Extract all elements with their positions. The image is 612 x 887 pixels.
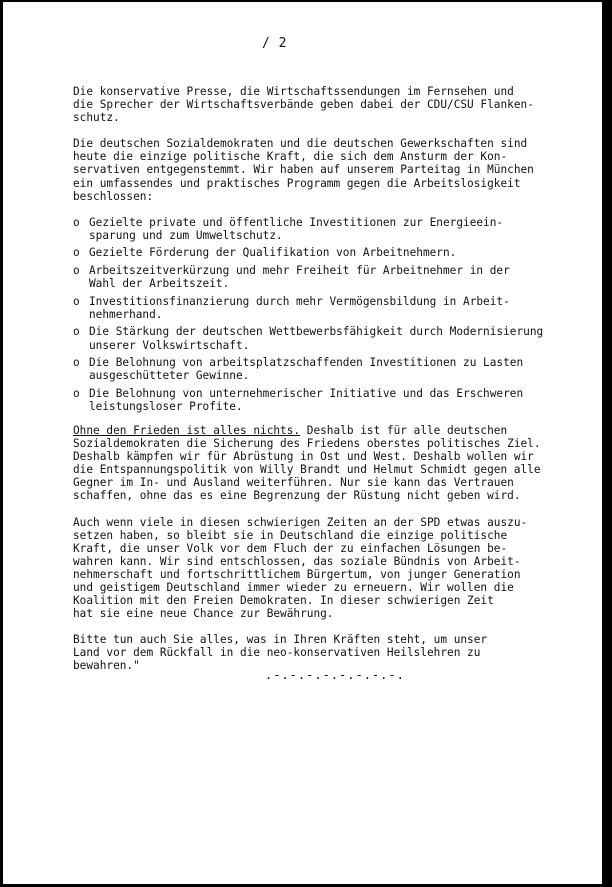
text-line: Land vor dem Rückfall in die neo-konservativen Heilslehren zu	[73, 646, 481, 660]
text-line: Die Belohnung von unternehmerischer Initiative und das Erschweren	[89, 386, 524, 400]
text-line: setzen haben, so bleibt sie in Deutschland die einzige politische	[73, 528, 508, 542]
text-line: Wahl der Arbeitszeit.	[89, 277, 230, 291]
text-line: Die deutschen Sozialdemokraten und die deutschen Gewerkschaften sind	[73, 137, 528, 151]
text-line: sparung und zum Umweltschutz.	[89, 228, 283, 242]
page-number: / 2	[262, 36, 287, 51]
text-line: ein umfassendes und praktisches Programm gegen die Arbeitslosigkeit	[73, 176, 521, 190]
text-line: Auch wenn viele in diesen schwierigen Zeiten an der SPD etwas auszu-	[73, 515, 528, 529]
text-line: ausgeschütteter Gewinne.	[89, 369, 250, 383]
text-line: schaffen, ohne das es eine Begrenzung der Rüstung nicht geben wird.	[73, 489, 521, 503]
program-list	[73, 216, 569, 413]
scan-border-top	[0, 0, 612, 2]
list-item	[73, 264, 569, 290]
text-line: Gezielte Förderung der Qualifikation von Arbeitnehmern.	[89, 246, 457, 260]
text-line: bewahren."	[73, 659, 140, 673]
bullet-marker: o	[73, 356, 80, 370]
document-body	[73, 85, 569, 686]
paragraph-social-democrats	[73, 137, 569, 202]
text-line: beschlossen:	[73, 189, 154, 203]
text-line: Gegner im In- und Ausland weiterführen. Nur sie kann das Vertrauen	[73, 476, 514, 490]
bullet-marker: o	[73, 215, 80, 229]
text-line: Gezielte private und öffentliche Investitionen zur Energieein-	[89, 215, 504, 229]
text-line: Arbeitszeitverkürzung und mehr Freiheit für Arbeitnehmer in der	[89, 264, 510, 278]
text-line: schutz.	[73, 111, 120, 125]
text-line: nehmerschaft und fortschrittlichem Bürgertum, von junger Generation	[73, 567, 521, 581]
list-item	[73, 356, 569, 382]
scan-border-left	[0, 0, 3, 887]
closing-divider: .-.-.-.-.-.-.-.-.	[265, 668, 405, 682]
text-line: unserer Volkswirtschaft.	[89, 338, 250, 352]
text-line: Die Stärkung der deutschen Wettbewerbsfähigkeit durch Modernisierung	[89, 325, 544, 339]
text-line: Investitionsfinanzierung durch mehr Vermögensbildung in Arbeit-	[89, 294, 510, 308]
text-line: Koalition mit den Freien Demokraten. In dieser schwierigen Zeit	[73, 594, 494, 608]
bullet-marker: o	[73, 325, 80, 339]
paragraph-press	[73, 85, 569, 124]
text-line: Bitte tun auch Sie alles, was in Ihren Kräften steht, um unser	[73, 633, 488, 647]
text-line: heute die einzige politische Kraft, die sich dem Ansturm der Kon-	[73, 150, 508, 164]
underlined-lead: Ohne den Frieden ist alles nichts.	[73, 423, 301, 437]
text-line: Sozialdemokraten die Sicherung des Friedens oberstes politisches Ziel.	[73, 437, 541, 451]
bullet-marker: o	[73, 264, 80, 278]
text-line: die Entspannungspolitik von Willy Brandt und Helmut Schmidt gegen alle	[73, 463, 541, 477]
list-item	[73, 295, 569, 321]
text-line: leistungsloser Profite.	[89, 399, 243, 413]
list-item	[73, 246, 569, 259]
text-line: wahren kann. Wir sind entschlossen, das soziale Bündnis von Arbeit-	[73, 554, 521, 568]
text-line: Kraft, die unser Volk vor dem Fluch der zu einfachen Lösungen be-	[73, 541, 508, 555]
bullet-marker: o	[73, 386, 80, 400]
lead-continuation: Deshalb ist für alle deutschen	[300, 423, 508, 437]
text-line	[73, 424, 569, 437]
text-line: die Sprecher der Wirtschaftsverbände geben dabei der CDU/CSU Flanken-	[73, 98, 534, 112]
list-item	[73, 216, 569, 242]
paragraph-spd	[73, 516, 569, 621]
text-line: servativen entgegenstemmt. Wir haben auf unserem Parteitag in München	[73, 163, 534, 177]
bullet-marker: o	[73, 294, 80, 308]
text-line: und geistigem Deutschland immer wieder zu erneuern. Wir wollen die	[73, 581, 514, 594]
paragraph-closing-appeal	[73, 633, 569, 672]
list-item	[73, 325, 569, 351]
text-line: Die konservative Presse, die Wirtschaftssendungen im Fernsehen und	[73, 85, 514, 98]
bullet-marker: o	[73, 246, 80, 260]
text-line: Die Belohnung von arbeitsplatzschaffenden Investitionen zu Lasten	[89, 356, 524, 370]
text-line: hat sie eine neue Chance zur Bewährung.	[73, 607, 334, 621]
list-item	[73, 387, 569, 413]
scan-border-right	[602, 0, 612, 887]
text-line: Deshalb kämpfen wir für Abrüstung in Ost und West. Deshalb wollen wir	[73, 450, 534, 464]
text-line: nehmerhand.	[89, 307, 163, 321]
paragraph-peace	[73, 424, 569, 503]
